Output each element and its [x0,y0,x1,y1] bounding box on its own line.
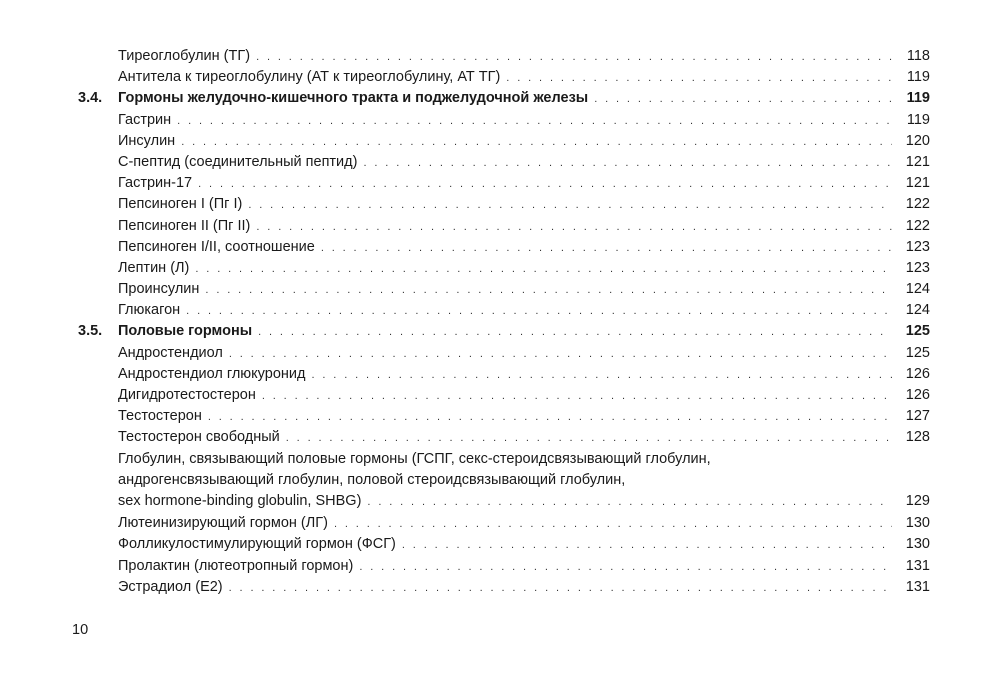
dot-leader [258,322,892,343]
toc-entry-row [78,131,930,152]
toc-entry-row [78,427,930,448]
toc-entry [78,279,930,301]
toc-section-number: 3.5. [78,323,103,340]
toc-entry-page: 128 [905,429,930,446]
toc-entry [78,343,930,365]
dot-leader [321,238,892,259]
toc-section-row [78,88,930,109]
dot-leader [198,174,892,195]
toc-entry [78,110,930,132]
toc-entry-row [78,46,930,67]
toc-entry-title: Тиреоглобулин (ТГ) [118,48,251,64]
toc-entry-title: Андростендиол глюкуронид [118,365,306,382]
dot-leader [208,407,892,428]
toc-entry-title: Эстрадиол (E2) [118,578,223,595]
toc-entry-row [78,534,930,555]
toc-entry-title: С-пептид (соединительный пептид) [118,153,358,170]
toc-entry-row [78,279,930,300]
toc-entry-title: Гастрин-17 [118,175,193,192]
dot-leader [286,428,892,449]
table-of-contents [78,46,930,598]
toc-entry-title: Тестостерон свободный [118,429,280,446]
toc-entry-title: Пролактин (лютеотропный гормон) [118,557,354,574]
toc-entry-page: 127 [905,408,930,425]
toc-section-number: 3.4. [78,90,103,107]
dot-leader [186,301,892,322]
toc-entry [78,131,930,153]
toc-entry-title: Глюкагон [118,302,181,319]
toc-entry [78,321,930,343]
dot-leader [367,492,892,513]
toc-entry-title: Лютеинизирующий гормон (ЛГ) [118,515,328,532]
toc-entry [78,491,930,513]
toc-entry [78,427,930,449]
dot-leader [359,557,892,578]
toc-entry-page: 123 [905,238,930,255]
toc-entry-page: 129 [905,492,930,509]
dot-leader [311,365,892,386]
toc-entry [78,216,930,238]
toc-entry-row [78,406,930,427]
toc-entry-row [78,152,930,173]
dot-leader [363,153,892,174]
dot-leader [506,68,892,89]
toc-entry-title: Пепсиноген II (Пг II) [118,217,251,234]
toc-entry [78,385,930,407]
toc-entry-page: 125 [905,344,930,361]
toc-entry-title: Проинсулин [118,281,200,298]
toc-entry-page: 119 [906,69,930,86]
toc-entry-page: 119 [906,111,930,128]
toc-entry [78,46,930,68]
toc-entry-row [78,300,930,321]
dot-leader [177,111,892,132]
toc-entry-page: 120 [905,132,930,149]
toc-entry-title: Инсулин [118,132,176,149]
toc-entry [78,513,930,535]
toc-entry-row [78,110,930,131]
toc-entry-page: 125 [905,323,930,340]
toc-entry-row [78,385,930,406]
toc-entry-page: 131 [905,578,930,595]
toc-entry-row [78,513,930,534]
toc-entry-page: 124 [905,302,930,319]
dot-leader [402,535,892,556]
toc-entry-title: Половые гормоны [118,323,253,340]
toc-entry-row [78,173,930,194]
toc-entry [78,258,930,280]
toc-entry-row [78,194,930,215]
toc-entry-row [78,237,930,258]
page-number: 10 [72,622,89,638]
toc-entry-title-line: Глобулин, связывающий половые гормоны (ГСПГ, секс-стероидсвязывающий глобулин, [118,450,711,467]
toc-entry-title: Тестостерон [118,408,202,425]
toc-entry-page: 126 [905,365,930,382]
toc-entry-row [78,556,930,577]
dot-leader [229,344,892,365]
toc-entry [78,406,930,428]
toc-entry-title: sex hormone-binding globulin, SHBG) [118,492,362,509]
toc-entry [78,364,930,386]
dot-leader [262,386,892,407]
toc-entry-page: 124 [905,281,930,298]
toc-entry [78,152,930,174]
toc-entry-title: Андростендиол [118,344,223,361]
toc-entry-row [78,343,930,364]
toc-entry [78,556,930,578]
toc-entry-page: 121 [905,153,930,170]
toc-section-row [78,321,930,342]
toc-entry-page: 121 [905,175,930,192]
toc-entry-row [78,577,930,598]
toc-entry-row [78,67,930,88]
toc-entry-title-line: андрогенсвязывающий глобулин, половой стероидсвязывающий глобулин, [118,471,626,488]
toc-entry-page: 122 [905,217,930,234]
toc-entry-title: Гормоны желудочно-кишечного тракта и поджелудочной железы [118,90,589,107]
toc-entry-title: Антитела к тиреоглобулину (АТ к тиреоглобулину, АТ ТГ) [118,69,501,86]
toc-entry [78,534,930,556]
dot-leader [334,514,892,535]
dot-leader [181,132,892,153]
toc-entry [78,300,930,322]
toc-entry-title: Фолликулостимулирующий гормон (ФСГ) [118,536,396,553]
dot-leader [195,259,892,280]
dot-leader [205,280,892,301]
toc-entry [78,67,930,89]
toc-entry-title: Лептин (Л) [118,259,190,276]
dot-leader [248,195,892,216]
dot-leader [256,217,892,238]
toc-entry-row [78,449,930,514]
toc-entry-page: 118 [906,48,930,64]
dot-leader [594,89,892,110]
toc-entry-title: Пепсиноген I (Пг I) [118,196,243,213]
toc-entry-row [78,216,930,237]
toc-entry-page: 131 [905,557,930,574]
dot-leader [256,47,892,68]
dot-leader [229,578,892,599]
toc-entry [78,577,930,599]
toc-entry-row [78,258,930,279]
toc-entry-page: 119 [906,90,930,107]
toc-entry-row [78,364,930,385]
toc-entry-title: Гастрин [118,111,172,128]
toc-entry-title: Дигидротестостерон [118,387,256,403]
toc-entry-page: 123 [905,259,930,276]
toc-entry-page: 130 [905,536,930,553]
toc-entry [78,88,930,110]
toc-entry [78,194,930,216]
toc-entry-title: Пепсиноген I/II, соотношение [118,238,315,255]
toc-entry-page: 130 [905,515,930,532]
toc-entry-page: 122 [905,196,930,213]
toc-entry-page: 126 [905,387,930,403]
toc-entry [78,237,930,259]
toc-entry [78,173,930,195]
